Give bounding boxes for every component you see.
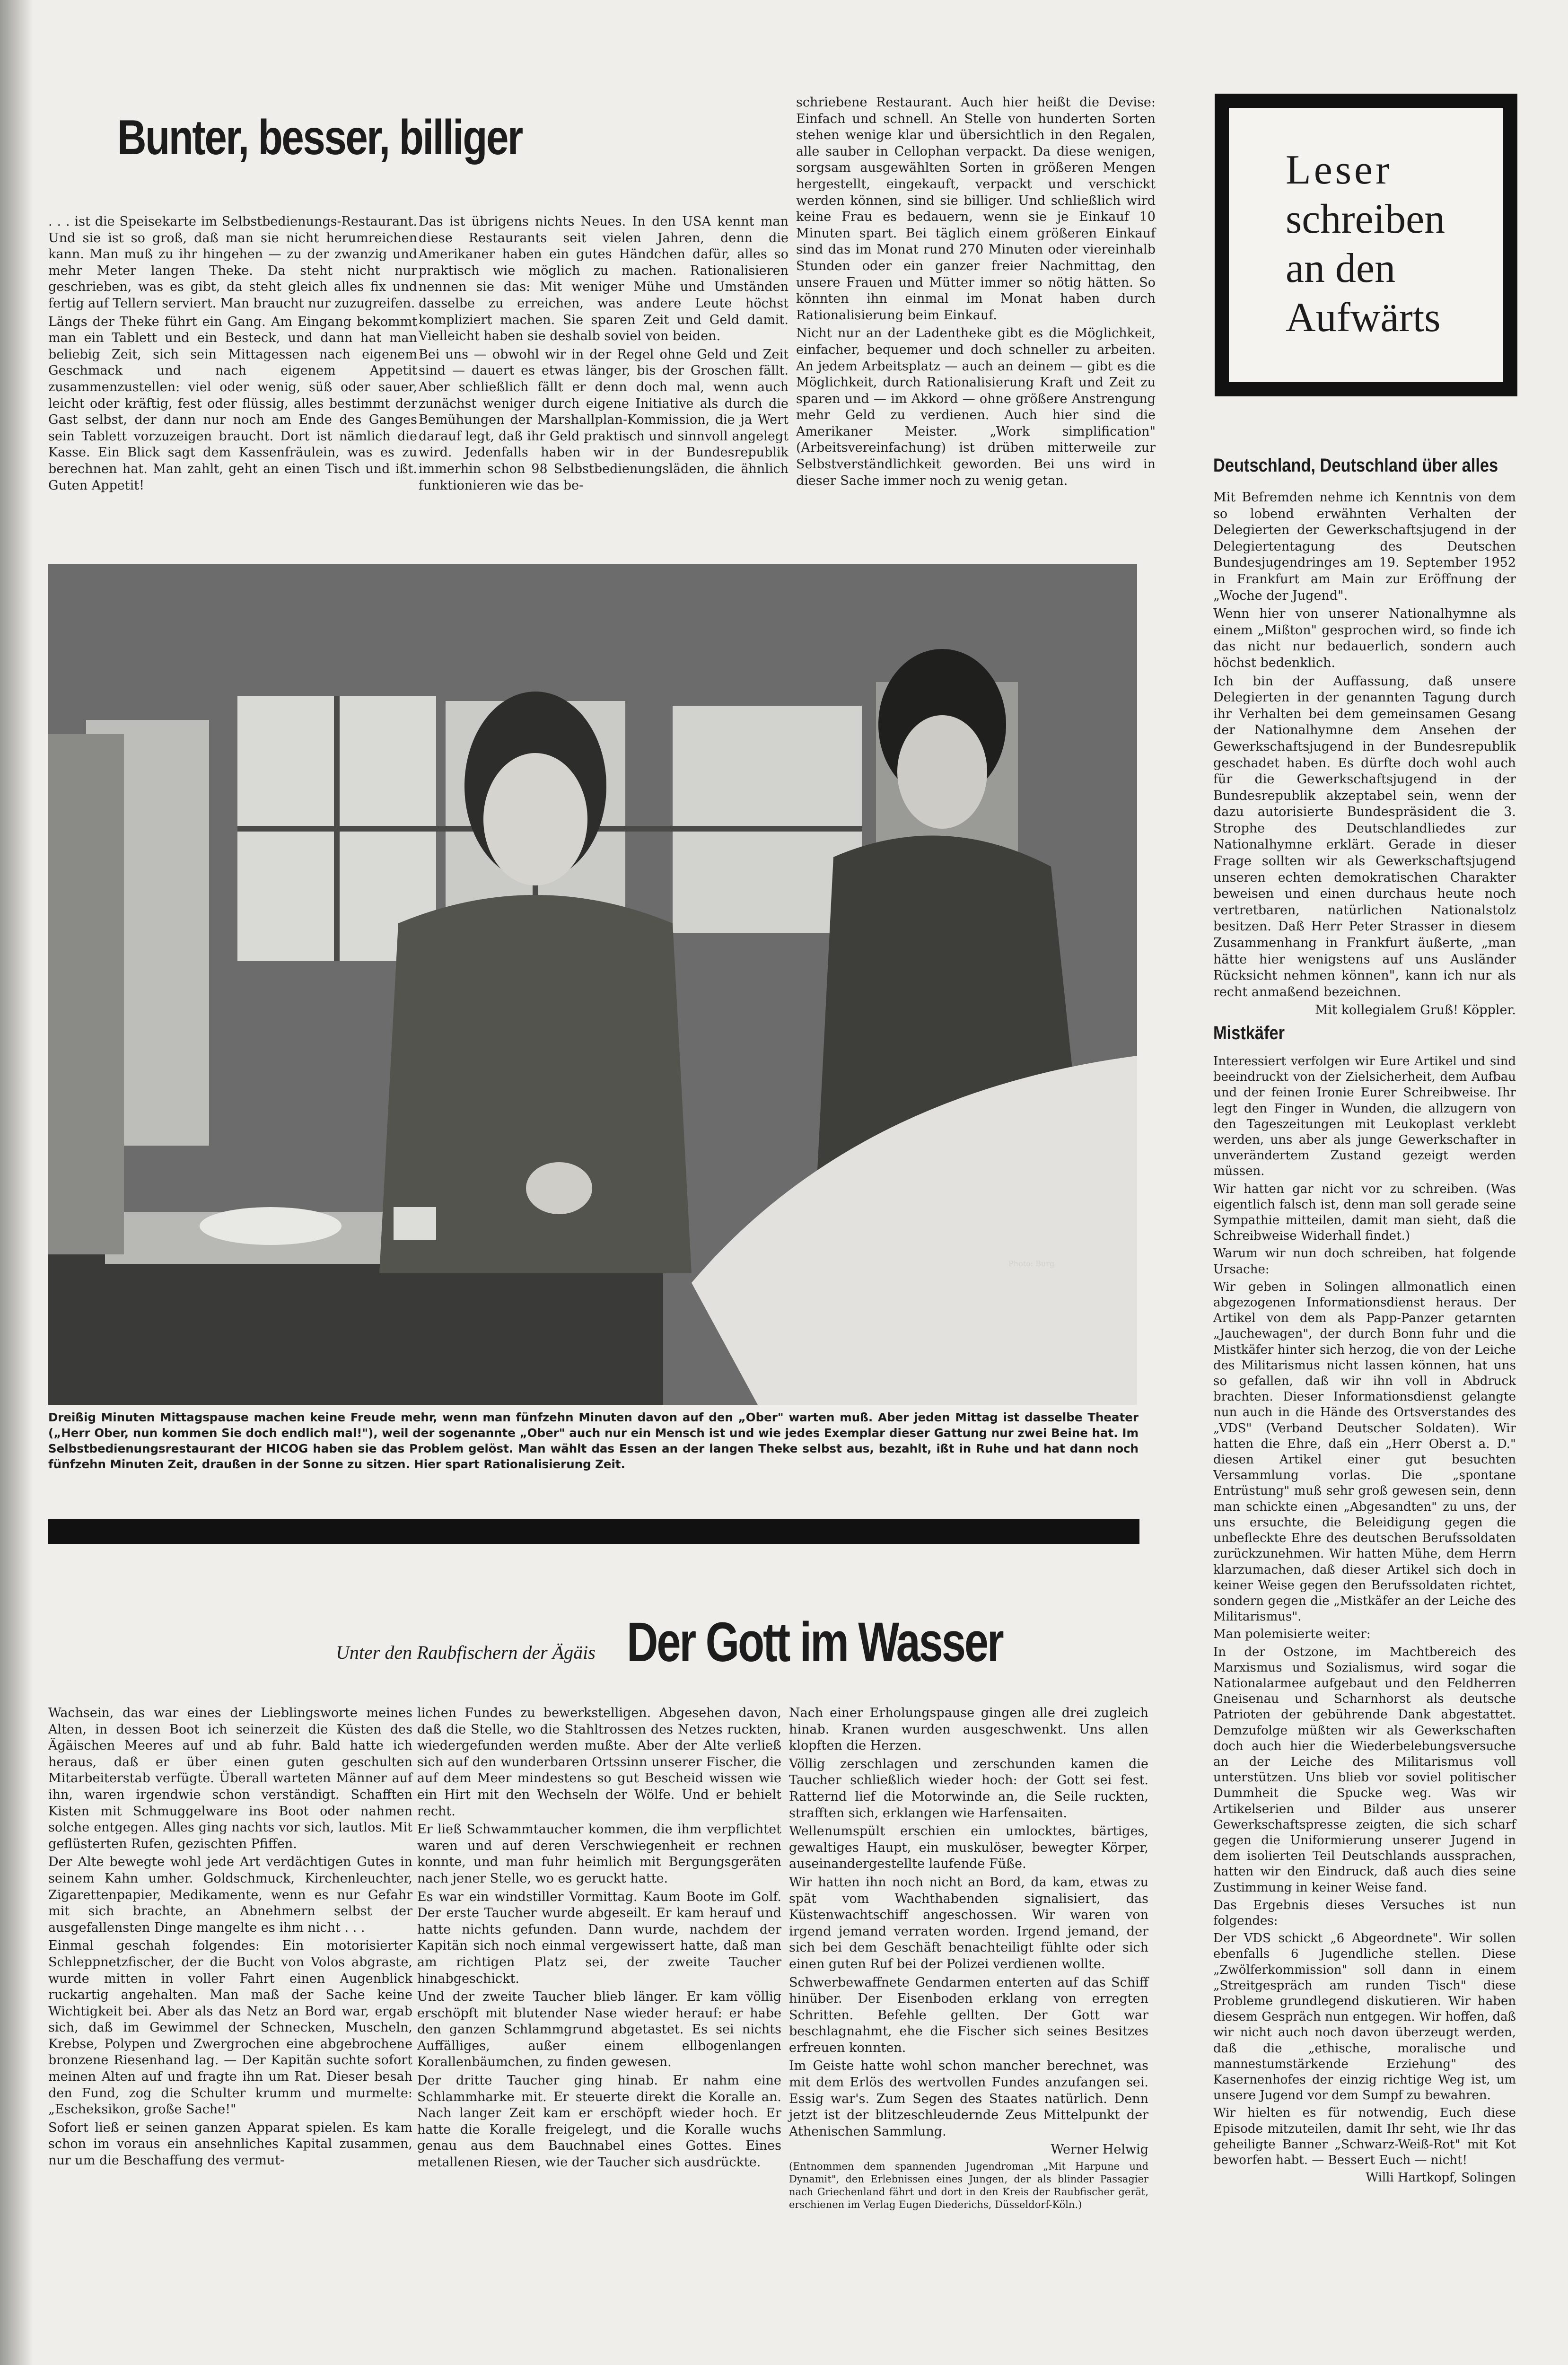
paragraph: Wir hatten ihn noch nicht an Bord, da kam, etwas zu spät vom Wachthabenden signalisiert, das Küstenwachtschiff angeschossen. Wir waren von irgend jemand verraten worden. Irgend jemand, der sich bei dem Geschäft benachteiligt fühlte oder sich einen guten Ruf bei der Polizei verdienen wollte. bbox=[789, 1874, 1148, 1971]
paragraph: Nicht nur an der Ladentheke gibt es die Möglichkeit, einfacher, bequemer und doch schneller zu arbeiten. An jedem Arbeitsplatz — auch an deinem — gibt es die Möglichkeit, durch Rationalisierung Kraft und Zeit zu sparen und — im Akkord — ohne größere Anstrengung mehr Geld zu verdienen. Auch hier sind die Amerikaner Meister. „Work simplification" (Arbeitsvereinfachung) ist drüben mitterweile zur Selbstverständlichkeit geworden. Bei uns wird in dieser Sache immer noch zu wenig getan. bbox=[796, 326, 1156, 488]
letters-title-line: Aufwärts bbox=[1286, 295, 1441, 341]
paragraph: Völlig zerschlagen und zerschunden kamen die Taucher schließlich wieder hoch: der Gott sei fest. Ratternd lief die Motorwinde an, die Seile ruckten, strafften sich, erklangen wie Harfensaiten. bbox=[789, 1756, 1148, 1821]
paragraph: Wir hatten gar nicht vor zu schreiben. (Was eigentlich falsch ist, denn man soll gerade seine Sympathie mitteilen, damit man sieht, daß die Schreibweise Widerhall findet.) bbox=[1213, 1182, 1516, 1244]
letter2-signature: Willi Hartkopf, Solingen bbox=[1366, 2171, 1516, 2185]
paragraph: Wir hielten es für notwendig, Euch diese Episode mitzuteilen, damit Ihr seht, wie Ihr das geheiligte Banner „Schwarz-Weiß-Rot" mit Kot beworfen habt. — Bessert Euch — nicht! bbox=[1213, 2106, 1516, 2168]
paragraph: Sofort ließ er seinen ganzen Apparat spielen. Es kam schon im voraus ein ansehnliches Kapital zusammen, nur um die Beschaffung des vermut- bbox=[48, 2120, 412, 2168]
paragraph: lichen Fundes zu bewerkstelligen. Abgesehen davon, daß die Stelle, wo die Stahltrossen des Netzes ruckten, wiedergefunden werden mußte. Aber der Alte verließ sich auf den wunderbaren Ortssinn unserer Fischer, die auf dem Meer mindestens so gut Bescheid wissen wie ein Hirt mit den Wechseln der Wölfe. Und er behielt recht. bbox=[417, 1706, 781, 1819]
paragraph: Längs der Theke führt ein Gang. Am Eingang bekommt man ein Tablett und ein Besteck, und dann hat man beliebig Zeit, sich sein Mittagessen nach eigenem Geschmack und nach eigenem Appetit zusammenzustellen: viel oder wenig, süß oder sauer, leicht oder kräftig, fest oder flüssig, alles bestimmt der Gast selbst, der dann nur noch am Ende des Ganges sein Tablett vorzuzeigen braucht. Dort ist nämlich die Kasse. Ein Blick sagt dem Kassenfräulein, was es zu berechnen hat. Man zahlt, geht an einen Tisch und ißt. Guten Appetit! bbox=[48, 314, 417, 493]
paragraph: Einmal geschah folgendes: Ein motorisierter Schleppnetzfischer, der die Bucht von Volos abgraste, wurde mitten in voller Fahrt einen Augenblick ruckartig angehalten. Man maß der Sache keine Wichtigkeit bei. Aber als das Netz an Bord war, ergab sich, daß im Gewimmel der Schnecken, Muscheln, Krebse, Polypen und Zwergrochen eine abgebrochene bronzene Riesenhand lag. — Der Kapitän suchte sofort meinen Alten auf und fragte ihn um Rat. Dieser besah den Fund, zog die Schulter krumm und murmelte: „Escheksikon, große Sache!" bbox=[48, 1938, 412, 2117]
binding-gutter bbox=[0, 0, 33, 2365]
paragraph: Bei uns — obwohl wir in der Regel ohne Geld und Zeit sind — dauert es etwas länger, bis der Groschen fällt. Aber schließlich fällt er denn doch mal, wenn auch zunächst weniger durch eigene Initiative als durch die Bemühungen der Marshallplan-Kommission, die ja Wert darauf legt, daß ihr Geld praktisch und sinnvoll angelegt wird. Jedenfalls haben wir in der Bundesrepublik immerhin schon 98 Selbstbedienungsläden, die ähnlich funktionieren wie das be- bbox=[419, 347, 788, 493]
paragraph: Der Alte bewegte wohl jede Art verdächtigen Gutes in seinem Kahn umher. Goldschmuck, Kirchenleuchter, Zigarettenpapier, Medikamente, wenn es nur Gefahr mit sich brachte, an Abnehmern selbst der ausgefallensten Dinge mangelte es ihm nicht . . . bbox=[48, 1855, 412, 1935]
photo-credit: Photo: Burg bbox=[1008, 1259, 1055, 1268]
paragraph: Der dritte Taucher ging hinab. Er nahm eine Schlammharke mit. Er steuerte direkt die Koralle an. Nach langer Zeit kam er erschöpft wieder hoch. Er hatte die Koralle freigelegt, und die Koralle wuchs genau aus dem Bauchnabel eines Gottes. Eines metallenen Riesen, wie der Taucher sich ausdrückte. bbox=[417, 2073, 781, 2170]
letter2-heading: Mistkäfer bbox=[1213, 1023, 1285, 1043]
article1-headline: Bunter, besser, billiger bbox=[117, 110, 522, 165]
paragraph: Man polemisierte weiter: bbox=[1213, 1627, 1371, 1642]
article1-col3 bbox=[796, 95, 1156, 491]
paragraph: Das ist übrigens nichts Neues. In den USA kennt man diese Restaurants seit vielen Jahren, denn die Amerikaner haben ein gutes Händchen dafür, alles so praktisch wie möglich zu machen. Rationalisieren nennen sie das: Mit weniger Mühe und Umständen dasselbe zu erreichen, was andere Leute höchst kompliziert machen. Sie sparen Zeit und Geld damit. Vielleicht haben sie deshalb soviel von beiden. bbox=[419, 214, 788, 344]
cafeteria-photo bbox=[48, 564, 1137, 1405]
paragraph: Interessiert verfolgen wir Eure Artikel und sind beeindruckt von der Zielsicherheit, dem Aufbau und der feinen Ironie Eurer Schreibweise. Ihr legt den Finger in Wunden, die allzugern von den Tageszeitungen mit Leukoplast verklebt werden, uns aber als junge Gewerkschafter in unverändertem Zustand gezeigt werden müssen. bbox=[1213, 1054, 1516, 1179]
photo-caption: Dreißig Minuten Mittagspause machen keine Freude mehr, wenn man fünfzehn Minuten davon auf den „Ober" warten muß. Aber jeden Mittag ist dasselbe Theater („Herr Ober, nun kommen Sie doch endlich mal!"), weil der sogenannte „Ober" auch nur ein Mensch ist und wie jedes Exemplar dieser Gattung nur zwei Beine hat. Im Selbstbedienungsrestaurant der HICOG haben sie das Problem gelöst. Man wählt das Essen an der langen Theke selbst aus, bezahlt, ißt in Ruhe und hat dann noch fünfzehn Minuten Zeit, draußen in der Sonne zu sitzen. Hier spart Rationalisierung Zeit. bbox=[48, 1410, 1139, 1471]
paragraph: Im Geiste hatte wohl schon mancher berechnet, was mit dem Erlös des wertvollen Fundes anzufangen sei. Essig war's. Zum Segen des Staates natürlich. Denn jetzt ist der blitzeschleudernde Zeus Mittelpunkt der Athenischen Sammlung. bbox=[789, 2058, 1148, 2139]
article2-col2 bbox=[417, 1705, 781, 2173]
paragraph: Wachsein, das war eines der Lieblingsworte meines Alten, in dessen Boot ich seinerzeit die Küsten des Ägäischen Meeres auf und ab fuhr. Bald hatte ich heraus, daß er über einen guten geschulten Mitarbeiterstab verfügte. Überall warteten Männer auf ihn, waren irgendwie schon verständigt. Schafften Kisten mit Schmuggelware ins Boot oder nahmen solche entgegen. Alles ging nachts vor sich, lautlos. Mit geflüsterten Rufen, gezischten Pfiffen. bbox=[48, 1706, 412, 1851]
letter1-signature: Mit kollegialem Gruß! Köppler. bbox=[1314, 1003, 1516, 1018]
letters-title-line: schreiben bbox=[1286, 196, 1445, 242]
paragraph: . . . ist die Speisekarte im Selbstbedienungs-Restaurant. Und sie ist so groß, daß man sie nicht herumreichen kann. Man muß zu ihr hingehen — zu der zwanzig und mehr Meter langen Theke. Da steht nicht nur geschrieben, was es gibt, da steht gleich alles fix und fertig auf Tellern serviert. Man braucht nur zuzugreifen. bbox=[48, 214, 417, 311]
letters-title-line: Leser bbox=[1286, 147, 1393, 193]
paragraph: Und der zweite Taucher blieb länger. Er kam völlig erschöpft mit blutender Nase wieder herauf: er habe den ganzen Schlammgrund abgetastet. Es sei nichts Auffälliges, außer einem ellbogenlangen Korallenbäumchen, zu finden gewesen. bbox=[417, 1989, 781, 2070]
letter2-body bbox=[1213, 1054, 1516, 2188]
paragraph: Schwerbewaffnete Gendarmen enterten auf das Schiff hinüber. Der Eisenboden erklang von erregten Schritten. Befehle gellten. Der Gott war beschlagnahmt, ehe die Fischer sich seines Besitzes erfreuen konnten. bbox=[789, 1975, 1148, 2055]
paragraph: schriebene Restaurant. Auch hier heißt die Devise: Einfach und schnell. An Stelle von hunderten Sorten stehen wenige klar und übersichtlich in den Regalen, alle sauber in Cellophan verpackt. Da diese wenigen, sorgsam ausgewählten Sorten in größeren Mengen hergestellt, eingekauft, verpackt und verschickt werden können, sind sie billiger. Und schließlich wird keine Frau es bedauern, wenn sie je Einkauf 10 Minuten spart. Bei täglich einem größeren Einkauf sind das im Monat rund 270 Minuten oder viereinhalb Stunden oder ein ganzer freier Nachmittag, den unsere Frauen und Mütter immer so nötig hätten. So könnten ihn einmal im Monat haben durch Rationalisierung beim Einkauf. bbox=[796, 95, 1156, 323]
paragraph: Wenn hier von unserer Nationalhymne als einem „Mißton" gesprochen wird, so finde ich das nicht nur bedauerlich, sondern auch höchst bedenklich. bbox=[1213, 606, 1516, 670]
paragraph: Mit Befremden nehme ich Kenntnis von dem so lobend erwähnten Verhalten der Delegierten der Gewerkschaftsjugend in der Delegiertentagung des Deutschen Bundesjugendringes am 19. September 1952 in Frankfurt am Main zur Eröffnung der „Woche der Jugend". bbox=[1213, 490, 1516, 603]
paragraph: Er ließ Schwammtaucher kommen, die ihm verpflichtet waren und auf deren Verschwiegenheit er rechnen konnte, und man fuhr heimlich mit Bergungsgeräten nach jener Stelle, wo es geruckt hatte. bbox=[417, 1822, 781, 1886]
paragraph: Das Ergebnis dieses Versuches ist nun folgendes: bbox=[1213, 1898, 1516, 1928]
paragraph: In der Ostzone, im Machtbereich des Marxismus und Sozialismus, wird sogar die Nationalarmee aufgebaut und den Feldherren Gneisenau und Scharnhorst als deutsche Patrioten der gebührende Dank abgestattet. Demzufolge müßten wir als Gewerkschaften doch auch hier die Wiederbelebungsversuche an der Leiche des Militarismus voll unterstützen. Uns blieb vor soviel politischer Dummheit die Spucke weg. Was wir Artikelserien und Bilder aus unserer Gewerkschaftspresse zeigten, die sich scharf gegen die Uniformierung unserer Jugend in dem isolierten Teil Deutschlands aussprachen, hatten wir den Eindruck, daß auch dies seine Zustimmung in keiner Weise fand. bbox=[1213, 1645, 1516, 1895]
paragraph: Wellenumspült erschien ein umlocktes, bärtiges, gewaltiges Haupt, ein muskulöser, bewegter Körper, auseinandergestellte laufende Füße. bbox=[789, 1824, 1148, 1872]
paragraph: Der VDS schickt „6 Abgeordnete". Wir sollen ebenfalls 6 Jugendliche stellen. Diese „Zwölferkommission" soll dann in einem „Streitgespräch am runden Tisch" diese Probleme grundlegend diskutieren. Wir haben diesem Gespräch nun entgegen. Wir hoffen, daß wir nicht auch noch davon überzeugt werden, daß die „ethische, moralische und mannestumstärkende Erziehung" des Kasernenhofes der einzig richtige Weg ist, um unsere Jugend vor dem Sumpf zu bewahren. bbox=[1213, 1931, 1516, 2103]
article2-kicker: Unter den Raubfischern der Ägäis bbox=[336, 1642, 596, 1663]
cafeteria-photo-graphic bbox=[48, 564, 1137, 1405]
article2-headline: Der Gott im Wasser bbox=[627, 1611, 1003, 1673]
article2-col3 bbox=[789, 1705, 1148, 2213]
article2-author: Werner Helwig bbox=[1051, 2142, 1148, 2157]
paragraph: Warum wir nun doch schreiben, hat folgende Ursache: bbox=[1213, 1246, 1516, 1277]
letters-title-box bbox=[1215, 94, 1517, 396]
letters-title bbox=[1286, 146, 1445, 342]
article1-col1 bbox=[48, 214, 417, 496]
paragraph: Nach einer Erholungspause gingen alle drei zugleich hinab. Kranen wurden ausgeschwenkt. Uns allen klopften die Herzen. bbox=[789, 1706, 1148, 1753]
paragraph: Wir geben in Solingen allmonatlich einen abgezogenen Informationsdienst heraus. Der Artikel von dem als Papp-Panzer getarnten „Jauchewagen", der durch Bonn fuhr und die Mistkäfer hinter sich herzog, die von der Leiche des Militarismus nicht lassen können, hat uns so gefallen, daß wir ihn voll in Abdruck brachten. Dieser Informationsdienst gelangte nun auch in die Hände des Ortsverstandes des „VDS" (Verband Deutscher Soldaten). Wir hatten die Ehre, daß ein „Herr Oberst a. D." diesen Artikel einer gut besuchten Versammlung vorlas. Die „spontane Entrüstung" muß sehr groß gewesen sein, denn man schickte einen „Abgesandten" zu uns, der uns ersuchte, die Beleidigung gegen die unbefleckte Ehre des deutschen Berufssoldaten zurückzunehmen. Wir hatten Mühe, dem Herrn klarzumachen, daß dieser Artikel sich doch in keiner Weise gegen den Berufssoldaten richtet, sondern gegen die „Mistkäfer an der Leiche des Militarismus". bbox=[1213, 1279, 1516, 1624]
section-divider-bar bbox=[48, 1519, 1139, 1544]
letter1-body bbox=[1213, 490, 1516, 1021]
paragraph: Es war ein windstiller Vormittag. Kaum Boote im Golf. Der erste Taucher wurde abgeseilt. Er kam herauf und hatte nichts gefunden. Dann wurde, nachdem der Kapitän sich noch einmal vergewissert hatte, daß man am richtigen Platz sei, der zweite Taucher hinabgeschickt. bbox=[417, 1889, 781, 1986]
letters-title-line: an den bbox=[1286, 245, 1396, 291]
letter1-heading: Deutschland, Deutschland über alles bbox=[1213, 455, 1498, 476]
article2-col1 bbox=[48, 1705, 412, 2171]
article1-col2 bbox=[419, 214, 788, 496]
paragraph: Ich bin der Auffassung, daß unsere Delegierten in der genannten Tagung durch ihr Verhalten bei dem gemeinsamen Gesang der Nationalhymne dem Ansehen der Gewerkschaftsjugend in der Bundesrepublik geschadet haben. Es dürfte doch wohl auch für die Gewerkschaftsjugend in der Bundesrepublik akzeptabel sein, wenn der dazu autorisierte Bundespräsident die 3. Strophe des Deutschlandliedes zur Nationalhymne erklärt. Gerade in dieser Frage sollten wir als Gewerkschaftsjugend unseren echten demokratischen Charakter beweisen und einen durchaus heute noch vertretbaren, natürlichen Nationalstolz besitzen. Daß Herr Peter Strasser in diesem Zusammenhang in Frankfurt äußerte, „man hätte hier wenigstens auf uns Ausländer Rücksicht nehmen können", kann ich nur als recht anmaßend bezeichnen. bbox=[1213, 674, 1516, 999]
article2-source-note: (Entnommen dem spannenden Jugendroman „Mit Harpune und Dynamit", den Erlebnissen eines Jungen, der als blinder Passagier nach Griechenland fährt und dort in den Kreis der Raubfischer gerät, erschienen im Verlag Eugen Diederichs, Düsseldorf-Köln.) bbox=[789, 2161, 1148, 2211]
